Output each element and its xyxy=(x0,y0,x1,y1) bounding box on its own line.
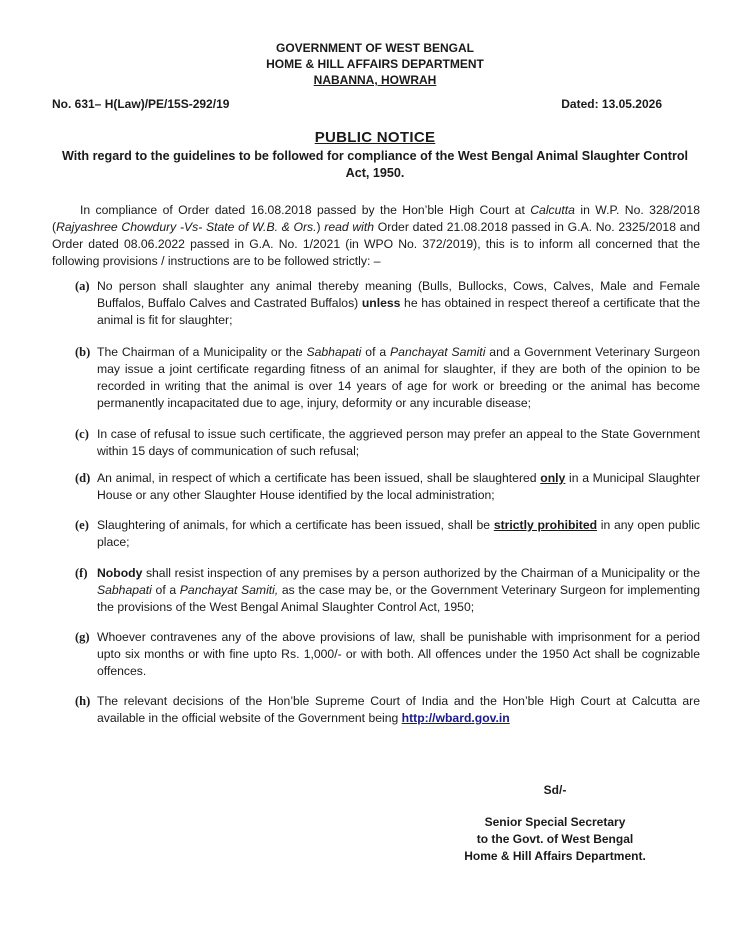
provision-marker: (h) xyxy=(75,694,91,708)
provision-c xyxy=(75,426,700,470)
provision-b xyxy=(75,344,700,426)
signatory-block xyxy=(450,814,660,865)
provision-g xyxy=(75,629,700,693)
signatory-department: Home & Hill Affairs Department. xyxy=(464,849,646,863)
provision-h xyxy=(75,693,700,737)
notice-title: PUBLIC NOTICE xyxy=(314,129,436,146)
intro-paragraph: In compliance of Order dated 16.08.2018 passed by the Hon’ble High Court at Calcutta in W.P. No. 328/2018 (Rajyashree Chowdury -Vs- State of W.B. & Ors.) read with Order dated 21.08.2018 passed in G.A. No. 2325/2018 and Order dated 08.06.2022 passed in G.A. No. 1/2021 (in WPO No. 372/2019), this is to inform all concerned that the following provisions / instructions are to be followed strictly: – xyxy=(52,203,701,268)
provision-text: An animal, in respect of which a certificate has been issued, shall be slaughtered only in a Municipal Slaughter House or any other Slaughter House identified by the local administration; xyxy=(97,471,701,502)
provision-marker: (d) xyxy=(75,471,91,485)
provision-marker: (b) xyxy=(75,345,91,359)
signature-sd: Sd/- xyxy=(543,783,567,797)
govt-name: GOVERNMENT OF WEST BENGAL xyxy=(276,41,474,55)
provision-text: In case of refusal to issue such certificate, the aggrieved person may prefer an appeal to the State Government within 15 days of communication of such refusal; xyxy=(97,427,700,458)
signatory-government: to the Govt. of West Bengal xyxy=(476,832,634,846)
memo-date: Dated: 13.05.2026 xyxy=(561,97,662,111)
office-address: NABANNA, HOWRAH xyxy=(313,73,437,87)
provision-e xyxy=(75,517,700,565)
provisions-list xyxy=(75,278,700,737)
provision-marker: (e) xyxy=(75,518,89,532)
provision-text: The Chairman of a Municipality or the Sabhapati of a Panchayat Samiti and a Government Veterinary Surgeon may issue a joint certificate regarding fitness of an animal for slaughter, if they are both of the opinion to be recorded in writing that the animal is over 14 years of age for work or breeding or the animal has become permanently incapacitated due to age, injury, deformity or any incurable disease; xyxy=(97,345,701,410)
signatory-designation: Senior Special Secretary xyxy=(484,815,626,829)
provision-marker: (f) xyxy=(75,566,88,580)
provision-text: Whoever contravenes any of the above provisions of law, shall be punishable with imprisonment for a period upto six months or with fine upto Rs. 1,000/- or with both. All offences under the 1950 Act shall be cognizable offences. xyxy=(97,630,700,678)
letterhead xyxy=(0,40,750,88)
provision-text: No person shall slaughter any animal thereby meaning (Bulls, Bullocks, Cows, Calves, Male and Female Buffalos, Buffalo Calves and Castrated Buffalos) unless he has obtained in respect thereof a certificate that the animal is fit for slaughter; xyxy=(97,279,700,327)
provision-text: The relevant decisions of the Hon’ble Supreme Court of India and the Hon’ble High Court at Calcutta are available in the official website of the Government being http://wbard.gov.in xyxy=(97,694,700,725)
department-name: HOME & HILL AFFAIRS DEPARTMENT xyxy=(266,57,484,71)
memo-number: No. 631– H(Law)/PE/15S-292/19 xyxy=(52,97,230,111)
provision-text: Nobody shall resist inspection of any premises by a person authorized by the Chairman of a Municipality or the Sabhapati of a Panchayat Samiti, as the case may be, or the Government Veterinary Surgeon for implementing the provisions of the West Bengal Animal Slaughter Control Act, 1950; xyxy=(97,566,700,614)
provision-text: Slaughtering of animals, for which a certificate has been issued, shall be strictly prohibited in any open public place; xyxy=(97,518,700,549)
notice-subject: With regard to the guidelines to be followed for compliance of the West Bengal Animal Slaughter Control Act, 1950. xyxy=(61,149,689,180)
reference-line xyxy=(52,96,662,113)
provision-marker: (a) xyxy=(75,279,90,293)
provision-f xyxy=(75,565,700,629)
provision-a xyxy=(75,278,700,344)
provision-d xyxy=(75,470,700,517)
provision-marker: (g) xyxy=(75,630,90,644)
government-website-link[interactable]: http://wbard.gov.in xyxy=(401,711,510,725)
provision-marker: (c) xyxy=(75,427,89,441)
